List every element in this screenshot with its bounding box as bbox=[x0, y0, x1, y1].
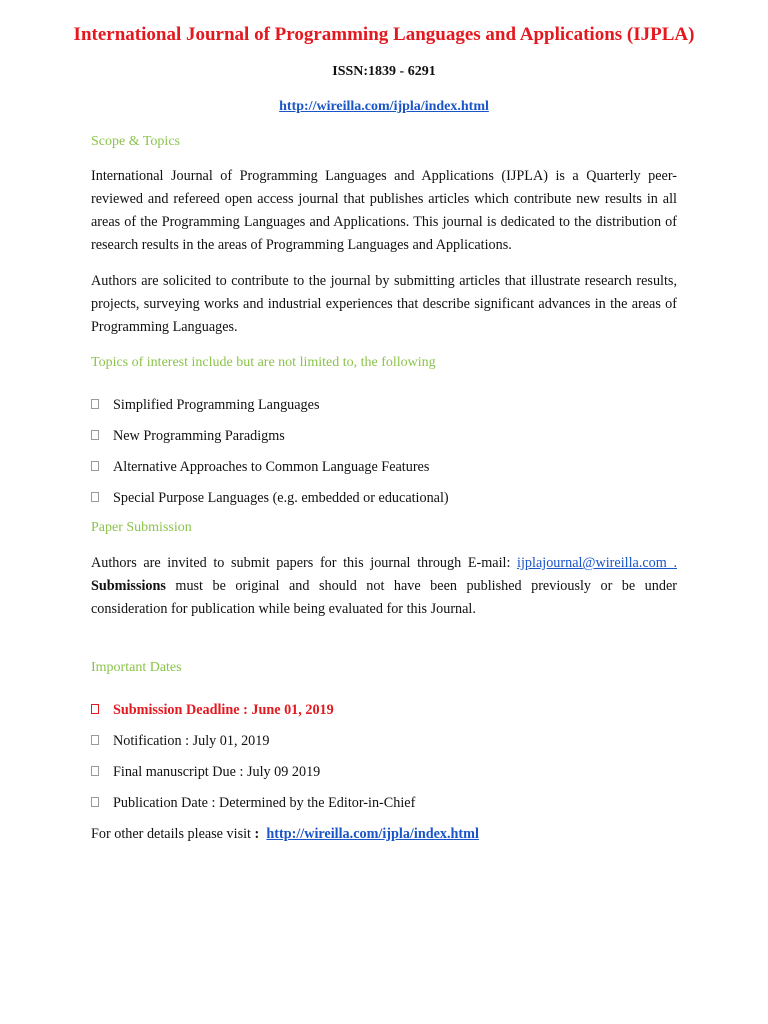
topic-list-item bbox=[91, 426, 285, 446]
submission-paragraph bbox=[91, 552, 677, 621]
submission-heading: Paper Submission bbox=[91, 520, 192, 535]
topic-list-item bbox=[91, 457, 429, 477]
journal-url-link[interactable]: http://wireilla.com/ijpla/index.html bbox=[279, 99, 489, 114]
bullet-box-icon bbox=[91, 430, 99, 440]
topic-label: New Programming Paradigms bbox=[113, 428, 285, 444]
footer-line bbox=[91, 824, 479, 844]
journal-title: International Journal of Programming Languages and Applications (IJPLA) bbox=[73, 24, 695, 45]
date-list-item bbox=[91, 793, 415, 813]
issn-line: ISSN:1839 - 6291 bbox=[332, 64, 436, 79]
footer-colon: : bbox=[254, 826, 260, 842]
submissions-bold-word: Submissions bbox=[91, 578, 166, 594]
date-list-item bbox=[91, 762, 320, 782]
dates-heading: Important Dates bbox=[91, 660, 182, 675]
scope-paragraph-1: International Journal of Programming Languages and Applications (IJPLA) is a Quarterly peer-reviewed and refereed open access journal that publishes articles which contribute new results in all areas of the Programming Languages and Applications. This journal is dedicated to the distribution of research results in the areas of Programming Languages and Applications. bbox=[91, 168, 677, 253]
scope-paragraph-2: Authors are solicited to contribute to the journal by submitting articles that illustrate research results, projects, surveying works and industrial experiences that describe significant advances in the areas of Programming Languages. bbox=[91, 273, 677, 335]
submission-text-end: must be original and should not have been published previously or be under consideration for publication while being evaluated for this Journal. bbox=[91, 578, 677, 617]
date-label: Final manuscript Due : July 09 2019 bbox=[113, 764, 321, 780]
topic-label: Special Purpose Languages (e.g. embedded or educational) bbox=[113, 490, 449, 506]
footer-url-link[interactable]: http://wireilla.com/ijpla/index.html bbox=[266, 826, 479, 842]
date-label: Notification : July 01, 2019 bbox=[113, 733, 270, 749]
submission-text-start: Authors are invited to submit papers for this journal through E-mail: bbox=[91, 555, 518, 571]
bullet-box-icon bbox=[91, 399, 99, 409]
bullet-box-icon bbox=[91, 735, 99, 745]
deadline-label: Submission Deadline : June 01, 2019 bbox=[113, 702, 334, 718]
topic-list-item bbox=[91, 488, 449, 508]
date-label: Publication Date : Determined by the Editor-in-Chief bbox=[113, 795, 416, 811]
journal-url-line bbox=[0, 99, 768, 115]
topic-list-item bbox=[91, 395, 319, 415]
bullet-box-icon bbox=[91, 766, 99, 776]
bullet-box-icon bbox=[91, 492, 99, 502]
topic-label: Alternative Approaches to Common Language Features bbox=[113, 459, 430, 475]
date-list-item bbox=[91, 700, 334, 720]
bullet-box-icon bbox=[91, 797, 99, 807]
bullet-box-icon bbox=[91, 704, 99, 714]
bullet-box-icon bbox=[91, 461, 99, 471]
footer-text: For other details please visit bbox=[91, 826, 255, 842]
topic-label: Simplified Programming Languages bbox=[113, 397, 320, 413]
scope-heading: Scope & Topics bbox=[91, 134, 180, 149]
date-list-item bbox=[91, 731, 269, 751]
submission-email-link[interactable]: ijplajournal@wireilla.com . bbox=[517, 555, 677, 571]
topics-heading: Topics of interest include but are not limited to, the following bbox=[91, 355, 436, 370]
